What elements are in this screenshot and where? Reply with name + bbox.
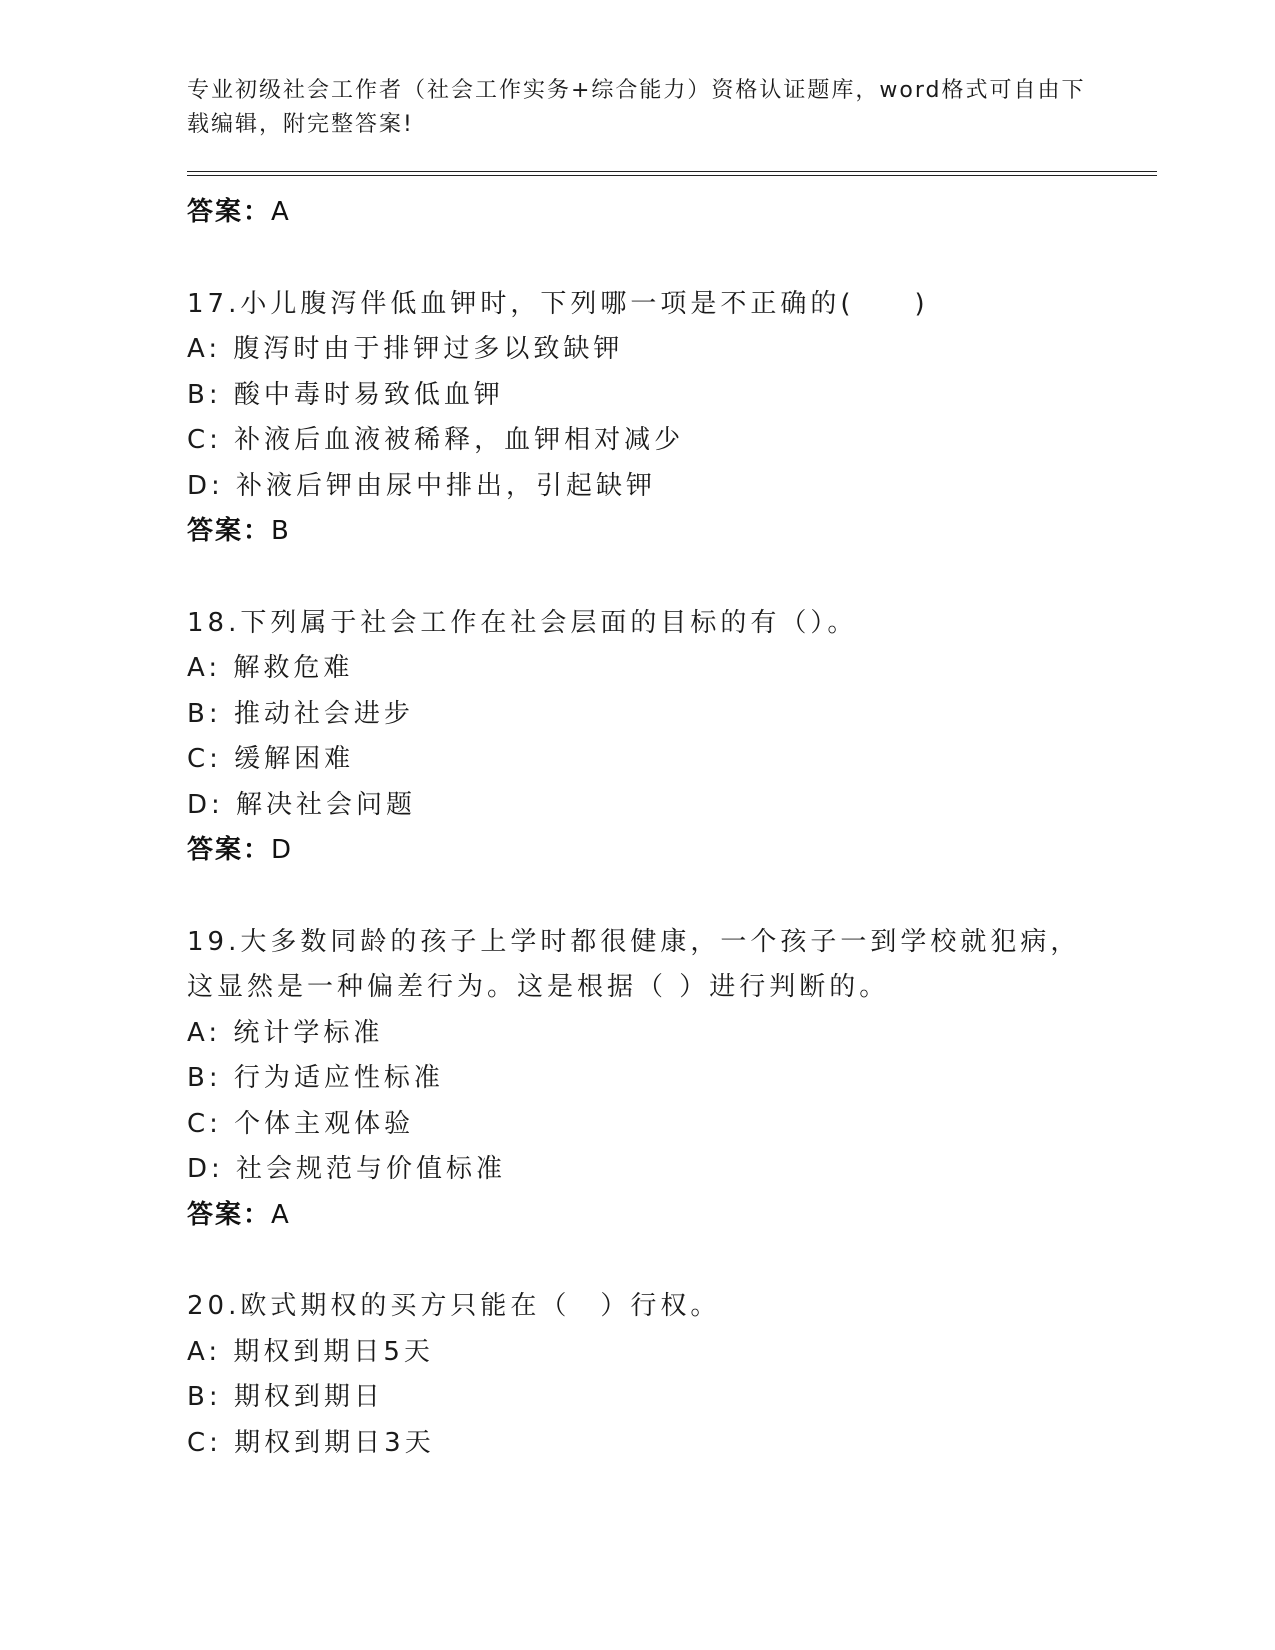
answer-value: B [271, 516, 291, 546]
option-c: C: 个体主观体验 [187, 1108, 415, 1139]
answer-label: 答案： [187, 516, 272, 546]
option-a: A: 期权到期日5天 [187, 1336, 434, 1367]
question-stem: 17.小儿腹泻伴低血钾时，下列哪一项是不正确的( ) [187, 288, 929, 319]
option-b: B: 酸中毒时易致低血钾 [187, 379, 504, 410]
option-d: D: 补液后钾由尿中排出，引起缺钾 [187, 470, 657, 501]
spacer [187, 874, 1157, 920]
question-19 [187, 920, 1157, 1239]
option-c: C: 期权到期日3天 [187, 1427, 435, 1458]
option-d: D: 解决社会问题 [187, 789, 417, 820]
option-c: C: 补液后血液被稀释，血钾相对减少 [187, 425, 685, 455]
answer-label: 答案： [187, 835, 272, 865]
header-rule-1 [187, 171, 1157, 172]
question-stem: 20.欧式期权的买方只能在（ ）行权。 [187, 1291, 721, 1321]
header-rule-2 [187, 175, 1157, 176]
option-b: B: 行为适应性标准 [187, 1063, 444, 1093]
answer-value: A [271, 197, 291, 227]
answer-value: A [271, 1199, 291, 1230]
answer-value: D [271, 835, 294, 865]
question-stem: 18.下列属于社会工作在社会层面的目标的有（）。 [187, 607, 858, 638]
question-18 [187, 601, 1157, 874]
answer-line [187, 1193, 1157, 1239]
question-17 [187, 282, 1157, 555]
option-d: D: 社会规范与价值标准 [187, 1154, 507, 1184]
answer-label: 答案： [187, 197, 272, 227]
document-header: 专业初级社会工作者（社会工作实务+综合能力）资格认证题库，word格式可自由下载编辑，附完整答案! [187, 78, 1086, 137]
answer-line [187, 828, 1157, 874]
question-20 [187, 1284, 1157, 1466]
answer-line [187, 509, 1157, 555]
option-c: C: 缓解困难 [187, 744, 355, 774]
option-a: A: 统计学标准 [187, 1017, 384, 1048]
answer-line [187, 190, 1157, 236]
spacer [187, 1238, 1157, 1284]
option-a: A: 解救危难 [187, 653, 354, 683]
option-a: A: 腹泻时由于排钾过多以致缺钾 [187, 334, 624, 364]
question-stem: 19.大多数同龄的孩子上学时都很健康，一个孩子一到学校就犯病，这显然是一种偏差行为。这是根据（ ）进行判断的。 [187, 926, 1081, 1002]
spacer [187, 236, 1157, 282]
option-b: B: 推动社会进步 [187, 698, 414, 729]
option-b: B: 期权到期日 [187, 1382, 384, 1412]
question-content [187, 190, 1157, 1466]
spacer [187, 555, 1157, 601]
answer-label: 答案： [187, 1199, 272, 1230]
